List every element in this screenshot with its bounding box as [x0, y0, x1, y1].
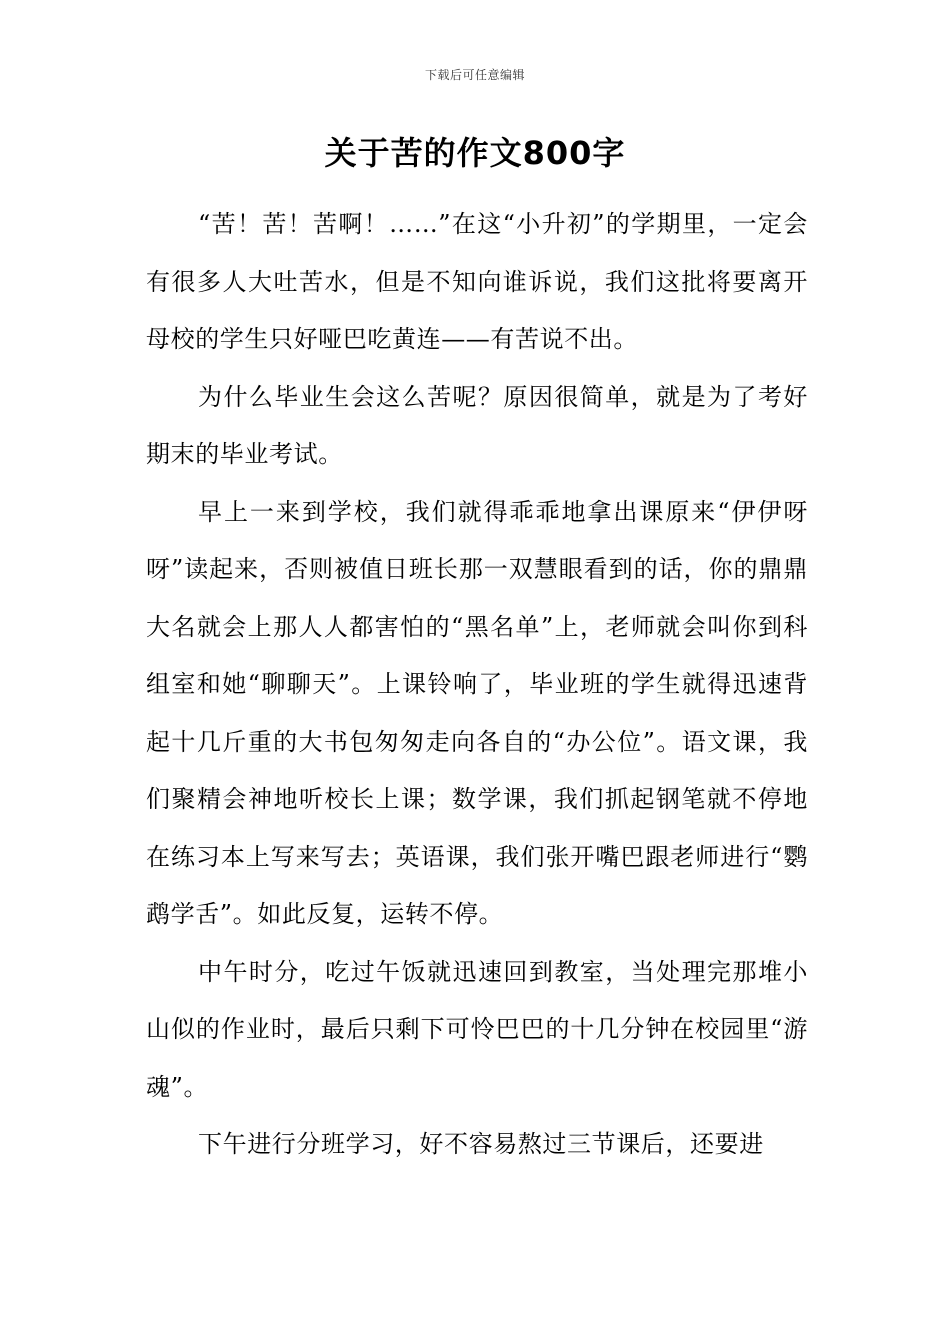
document-title: 关于苦的作文800字: [324, 134, 626, 172]
paragraph-3: 早上一来到学校，我们就得乖乖地拿出课原来“伊伊呀呀”读起来，否则被值日班长那一双慧眼看到的话，你的鼎鼎大名就会上那人人都害怕的“黑名单”上，老师就会叫你到科组室和她“聊聊天”。上课铃响了，毕业班的学生就得迅速背起十几斤重的大书包匆匆走向各自的“办公位”。语文课，我们聚精会神地听校长上课；数学课，我们抓起钢笔就不停地在练习本上写来写去；英语课，我们张开嘴巴跟老师进行“鹦鹉学舌”。如此反复，运转不停。: [146, 497, 808, 928]
paragraph-4: 中午时分，吃过午饭就迅速回到教室，当处理完那堆小山似的作业时，最后只剩下可怜巴巴的十几分钟在校园里“游魂”。: [146, 957, 808, 1101]
paragraph-5: 下午进行分班学习，好不容易熬过三节课后，还要进: [198, 1130, 764, 1158]
paragraph-1: “苦！苦！苦啊！……”在这“小升初”的学期里，一定会有很多人大吐苦水，但是不知向谁诉说，我们这批将要离开母校的学生只好哑巴吃黄连——有苦说不出。: [146, 210, 808, 353]
document-body: [146, 196, 808, 1174]
paragraph-2: 为什么毕业生会这么苦呢？原因很简单，就是为了考好期末的毕业考试。: [146, 382, 808, 468]
header-note: 下载后可任意编辑: [424, 68, 525, 82]
